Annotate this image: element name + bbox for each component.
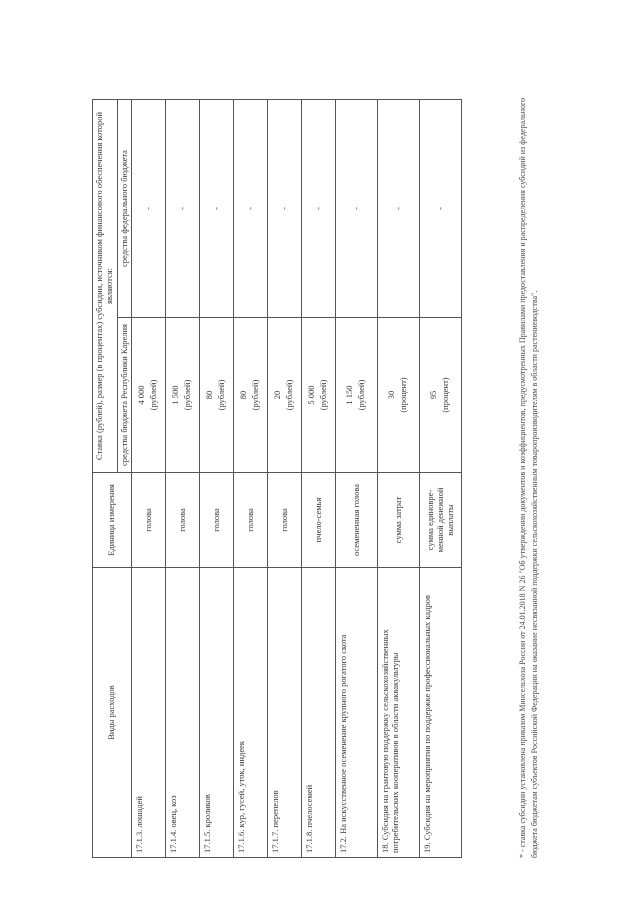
table-row (234, 100, 268, 858)
table-body (132, 100, 462, 858)
rate-unit: (процент) (397, 377, 408, 413)
unit-cell: пчело-семья (302, 473, 336, 568)
unit-cell: голова (132, 473, 166, 568)
table-row (336, 100, 378, 858)
rate-value: 1 150 (344, 385, 355, 405)
rate-value: 20 (272, 390, 283, 400)
rate-unit: (рублей) (215, 379, 226, 411)
federal-rate-cell: - (234, 100, 268, 318)
regional-rate-cell (132, 318, 166, 473)
rate-value: 30 (386, 390, 397, 400)
expense-name-cell: 17.1.3. лошадей (132, 568, 166, 858)
regional-rate-cell (166, 318, 200, 473)
unit-cell: сумма затрат (378, 473, 420, 568)
unit-cell: осемененная голова (336, 473, 378, 568)
footnote: * - ставка субсидии установлена приказом Минсельхоза России от 24.01.2018 N 26 "Об утверждении документов и коэффициентов, предусмотренных Правилами предоставления и распределения субсидий из федерального бюджета бюджетам субъектов Российской Федерации на оказание несвязанной поддержки сельскохозяйственным товаропроизводителям в области растениеводства". (518, 97, 539, 858)
expense-name-cell: 17.1.4. овец, коз (166, 568, 200, 858)
expense-name-cell: 17.1.7. перепелов (268, 568, 302, 858)
rate-value: 95 (428, 390, 439, 400)
expense-name-cell: 17.1.8. пчелосемей (302, 568, 336, 858)
rate-unit: (процент) (439, 377, 450, 413)
federal-rate-cell: - (420, 100, 462, 318)
rate-value: 4 000 (136, 385, 147, 405)
header-expenses: Виды расходов (93, 568, 132, 858)
expense-name-cell: 19. Субсидия на мероприятия по поддержке профессиональных кадров (420, 568, 462, 858)
rate-value: 1 500 (170, 385, 181, 405)
rate-unit: (рублей) (249, 379, 260, 411)
rate-unit: (рублей) (283, 379, 294, 411)
expense-name-cell: 18. Субсидия на грантовую поддержку сельскохозяйственных потребительских кооперативов в области аквакультуры (378, 568, 420, 858)
regional-rate-cell (302, 318, 336, 473)
rate-unit: (рублей) (355, 379, 366, 411)
rate-unit: (рублей) (317, 379, 328, 411)
header-unit: Единица измерения (93, 473, 132, 568)
federal-rate-cell: - (200, 100, 234, 318)
header-federal-budget: средства федерального бюджета (117, 100, 132, 318)
table-row (420, 100, 462, 858)
federal-rate-cell: - (302, 100, 336, 318)
rate-unit: (рублей) (181, 379, 192, 411)
federal-rate-cell: - (268, 100, 302, 318)
expense-name-cell: 17.2. На искусственное осеменение крупного рогатого скота (336, 568, 378, 858)
rate-value: 5 000 (306, 385, 317, 405)
unit-cell: голова (200, 473, 234, 568)
federal-rate-cell: - (166, 100, 200, 318)
federal-rate-cell: - (378, 100, 420, 318)
unit-cell: голова (268, 473, 302, 568)
subsidy-rates-table (92, 99, 462, 858)
table-row (166, 100, 200, 858)
regional-rate-cell (268, 318, 302, 473)
rate-value: 80 (238, 390, 249, 400)
unit-cell: сумма единовре-менной денежной выплаты (420, 473, 462, 568)
table-row (132, 100, 166, 858)
regional-rate-cell (200, 318, 234, 473)
rotated-page (2, 3, 638, 903)
header-regional-budget: средства бюджета Республики Карелия (117, 318, 132, 473)
table-row (200, 100, 234, 858)
unit-cell: голова (234, 473, 268, 568)
federal-rate-cell: - (336, 100, 378, 318)
unit-cell: голова (166, 473, 200, 568)
expense-name-cell: 17.1.6. кур, гусей, уток, индеек (234, 568, 268, 858)
expense-name-cell: 17.1.5. кроликов (200, 568, 234, 858)
rate-value: 80 (204, 390, 215, 400)
regional-rate-cell (336, 318, 378, 473)
header-group-title: Ставка (рублей), размер (в процентах) субсидии, источником финансового обеспечения которой являются: (93, 100, 118, 473)
table-row (268, 100, 302, 858)
regional-rate-cell (378, 318, 420, 473)
table-row (302, 100, 336, 858)
rate-unit: (рублей) (147, 379, 158, 411)
regional-rate-cell (234, 318, 268, 473)
regional-rate-cell (420, 318, 462, 473)
table-row (378, 100, 420, 858)
federal-rate-cell: - (132, 100, 166, 318)
